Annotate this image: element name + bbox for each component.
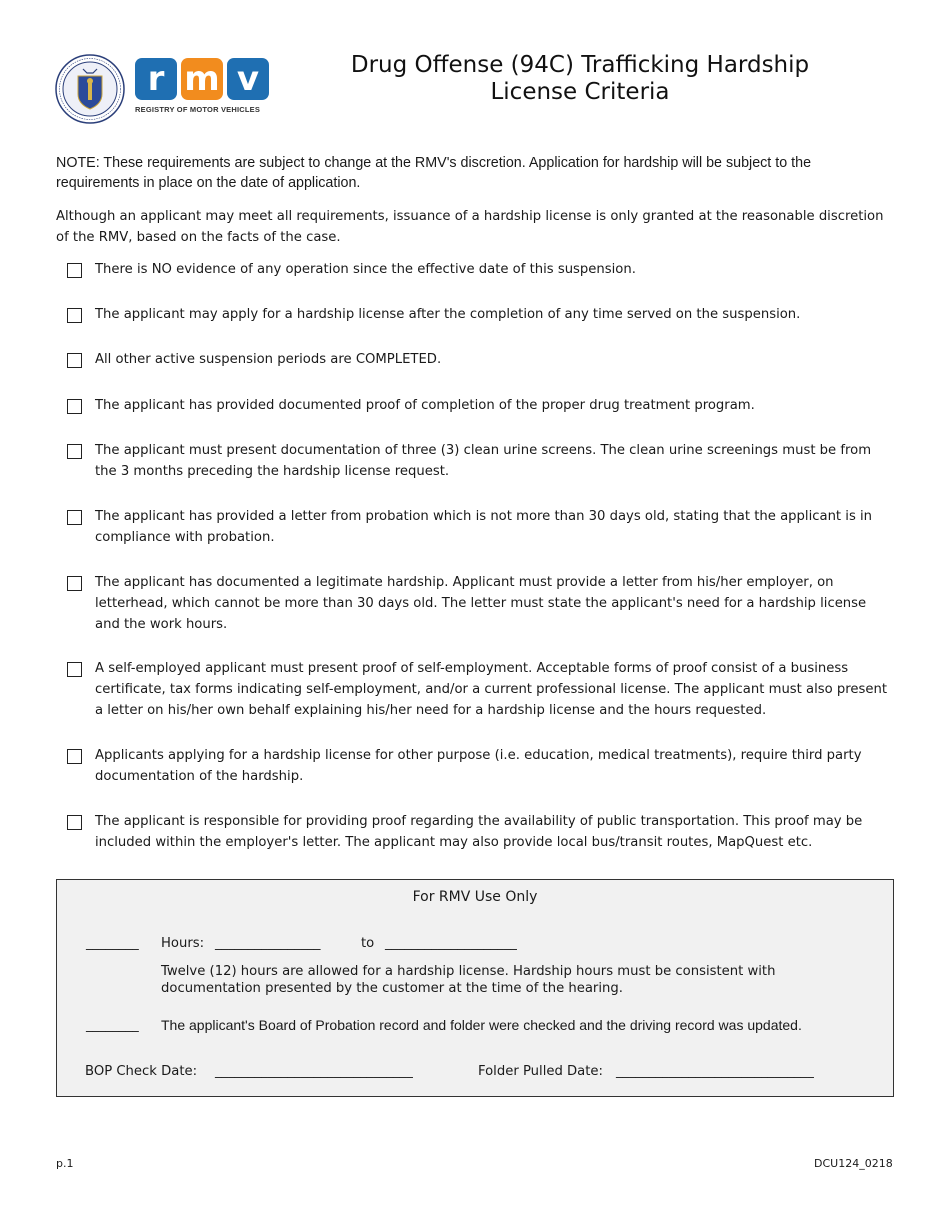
criteria-checkbox[interactable]	[67, 510, 82, 525]
criteria-checkbox[interactable]	[67, 308, 82, 323]
criteria-text: The applicant has provided documented proof of completion of the proper drug treatment program.	[95, 398, 755, 413]
criteria-item	[67, 745, 897, 787]
criteria-item	[67, 506, 897, 548]
criteria-checkbox[interactable]	[67, 576, 82, 591]
criteria-item	[67, 811, 897, 853]
rmv-use-only-box	[56, 879, 894, 1097]
criteria-checkbox[interactable]	[67, 353, 82, 368]
hours-note: Twelve (12) hours are allowed for a hardship license. Hardship hours must be consistent with documentation presented by the customer at the time of the hearing.	[161, 964, 776, 996]
criteria-item	[67, 572, 897, 635]
bop-check-date-field[interactable]: ______________________________	[215, 1064, 413, 1079]
header	[55, 52, 895, 127]
criteria-checkbox[interactable]	[67, 749, 82, 764]
criteria-item	[67, 658, 897, 721]
hours-label: Hours:	[161, 936, 205, 951]
page-title-line2: License Criteria	[490, 79, 670, 105]
criteria-text: The applicant has documented a legitimate hardship. Applicant must provide a letter from his/her employer, on letterhead, which cannot be more than 30 days old. The letter must state the applicant's need for a hardship license and the work hours.	[95, 575, 867, 632]
hours-from-field[interactable]: ________________	[215, 936, 321, 951]
rmv-logo-letters	[135, 58, 275, 100]
hours-to-field[interactable]: ____________________	[385, 936, 517, 951]
criteria-item	[67, 304, 897, 325]
folder-pulled-date-field[interactable]: ______________________________	[616, 1064, 814, 1079]
criteria-text: The applicant may apply for a hardship license after the completion of any time served on the suspension.	[95, 307, 801, 322]
folder-pulled-date-label: Folder Pulled Date:	[478, 1064, 603, 1079]
criteria-item	[67, 440, 897, 482]
hours-approval-blank[interactable]: ________	[86, 936, 139, 951]
criteria-item	[67, 349, 897, 370]
bop-check-blank[interactable]: ________	[86, 1018, 139, 1033]
criteria-checkbox[interactable]	[67, 662, 82, 677]
criteria-text: All other active suspension periods are COMPLETED.	[95, 352, 442, 367]
rmv-logo-v: v	[227, 58, 269, 100]
criteria-item	[67, 259, 897, 280]
page-title	[285, 52, 875, 106]
criteria-text: Applicants applying for a hardship license for other purpose (i.e. education, medical treatments), require third party documentation of the hardship.	[95, 748, 862, 784]
rmv-logo-r: r	[135, 58, 177, 100]
form-code: DCU124_0218	[814, 1157, 893, 1170]
page-number: p.1	[56, 1157, 74, 1170]
rmv-logo-subtitle: REGISTRY OF MOTOR VEHICLES	[135, 105, 261, 114]
criteria-text: A self-employed applicant must present proof of self-employment. Acceptable forms of proof consist of a business certificate, tax forms indicating self-employment, and/or a current professional license. The applicant must also present a letter on his/her own behalf explaining his/her need for a hardship license and the hours requested.	[95, 661, 888, 718]
criteria-item	[67, 395, 897, 416]
hours-to-label: to	[361, 936, 375, 951]
rmv-use-only-title: For RMV Use Only	[412, 889, 538, 905]
criteria-text: The applicant must present documentation of three (3) clean urine screens. The clean urine screenings must be from the 3 months preceding the hardship license request.	[95, 443, 872, 479]
criteria-checkbox[interactable]	[67, 399, 82, 414]
criteria-checkbox[interactable]	[67, 444, 82, 459]
criteria-text: The applicant has provided a letter from probation which is not more than 30 days old, stating that the applicant is in compliance with probation.	[95, 509, 873, 545]
note-paragraph: NOTE: These requirements are subject to change at the RMV's discretion. Application for hardship will be subject to the requirements in place on the date of application.	[56, 155, 812, 191]
bop-note: The applicant's Board of Probation record and folder were checked and the driving record was updated.	[161, 1017, 802, 1033]
criteria-checkbox[interactable]	[67, 815, 82, 830]
criteria-text: The applicant is responsible for providing proof regarding the availability of public transportation. This proof may be included within the employer's letter. The applicant may also provide local bus/transit routes, MapQuest etc.	[95, 814, 863, 850]
rmv-logo-m: m	[181, 58, 223, 100]
discretion-paragraph: Although an applicant may meet all requirements, issuance of a hardship license is only granted at the reasonable discretion of the RMV, based on the facts of the case.	[56, 209, 884, 245]
rmv-logo	[135, 58, 275, 122]
criteria-text: There is NO evidence of any operation since the effective date of this suspension.	[95, 262, 636, 277]
criteria-checkbox[interactable]	[67, 263, 82, 278]
page-title-line1: Drug Offense (94C) Trafficking Hardship	[350, 52, 810, 78]
massachusetts-seal-icon	[55, 54, 125, 124]
bop-check-date-label: BOP Check Date:	[85, 1064, 198, 1079]
